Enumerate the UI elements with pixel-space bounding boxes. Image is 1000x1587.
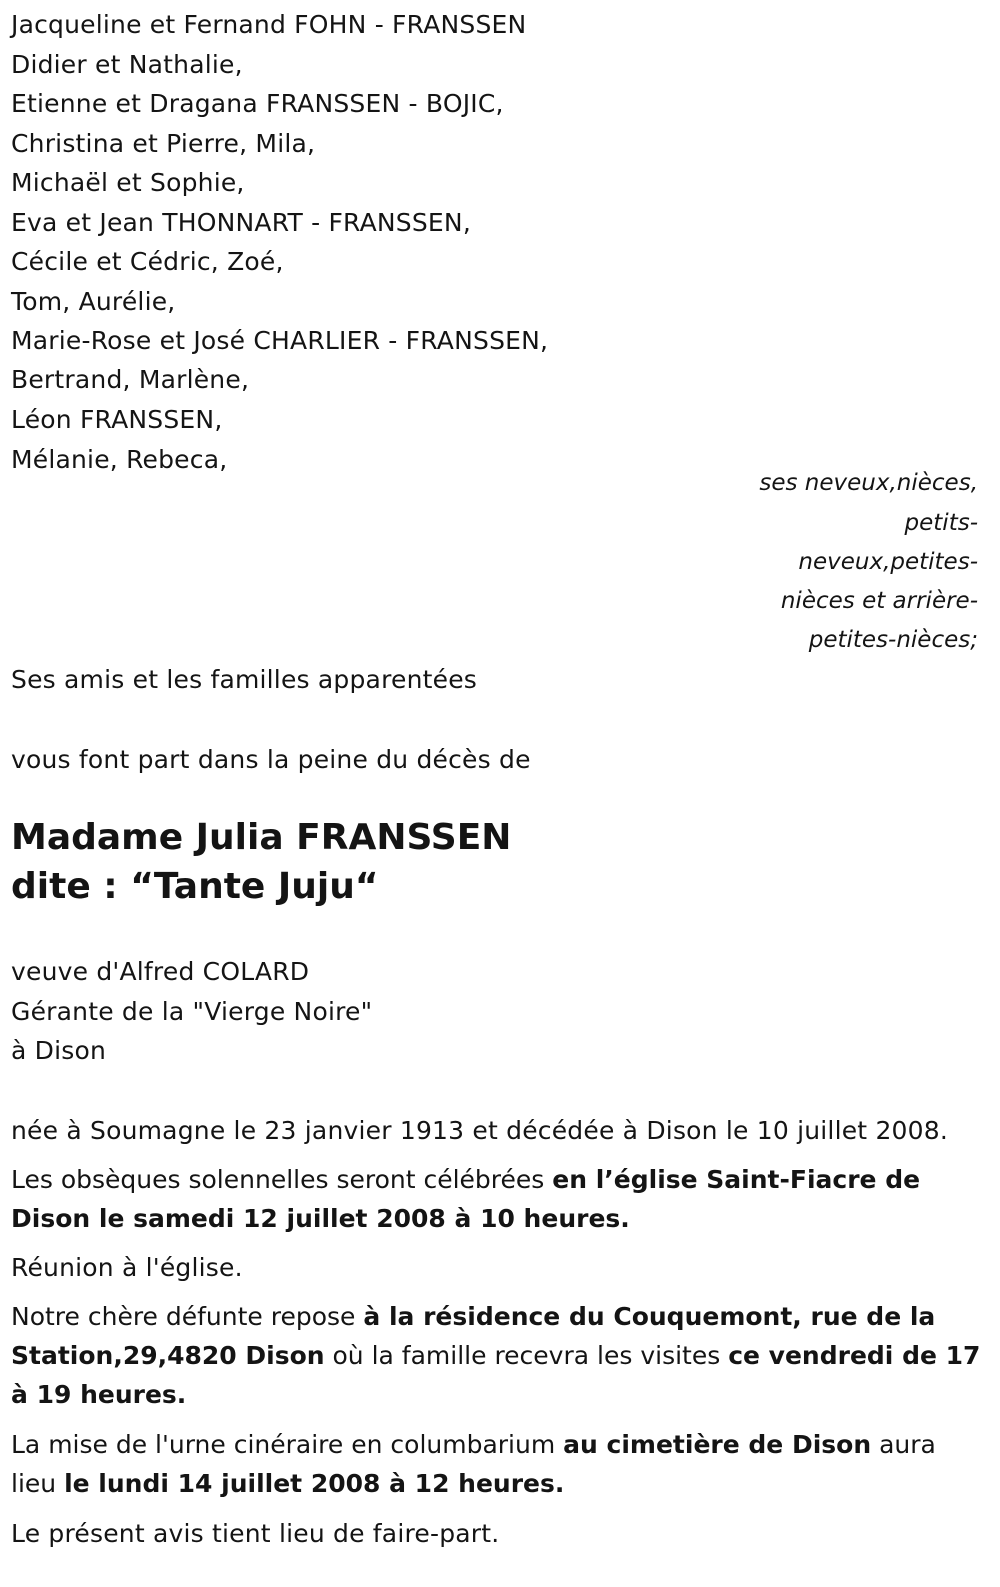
viewing-text: Notre chère défunte repose (11, 1302, 364, 1331)
detail-line: Gérante de la "Vierge Noire" (11, 997, 373, 1026)
funeral-details: en l’église Saint-Fiacre de Dison le samedi 12 juillet 2008 à 10 heures. (11, 1165, 921, 1233)
family-line: Léon FRANSSEN, (11, 405, 223, 434)
urn-time: le lundi 14 juillet 2008 à 12 heures. (64, 1469, 565, 1498)
family-line: Jacqueline et Fernand FOHN - FRANSSEN (11, 10, 527, 39)
family-line: Christina et Pierre, Mila, (11, 129, 316, 158)
detail-line: veuve d'Alfred COLARD (11, 957, 310, 986)
funeral-paragraph (11, 1160, 986, 1238)
viewing-location: à la résidence du Couquemont, rue de la Station,29,4820 Dison (11, 1302, 936, 1370)
family-line: Bertrand, Marlène, (11, 365, 250, 394)
relation-line: neveux,petites- (798, 549, 978, 575)
viewing-paragraph (11, 1297, 986, 1414)
family-line: Tom, Aurélie, (11, 287, 176, 316)
family-line: Didier et Nathalie, (11, 50, 243, 79)
family-line: Michaël et Sophie, (11, 168, 245, 197)
family-line: Cécile et Cédric, Zoé, (11, 247, 284, 276)
viewing-time: ce vendredi de 17 à 19 heures. (11, 1341, 981, 1409)
relation-line: petites-nièces; (808, 627, 978, 653)
urn-text: aura lieu (11, 1430, 936, 1498)
family-line: Mélanie, Rebeca, (11, 445, 228, 474)
urn-paragraph (11, 1425, 986, 1503)
family-line: Eva et Jean THONNART - FRANSSEN, (11, 208, 471, 237)
family-line: Marie-Rose et José CHARLIER - FRANSSEN, (11, 326, 549, 355)
detail-line: à Dison (11, 1036, 107, 1065)
family-line: Etienne et Dragana FRANSSEN - BOJIC, (11, 89, 504, 118)
relation-line: ses neveux,nièces, (759, 470, 978, 496)
deceased-name: Madame Julia FRANSSEN (11, 817, 512, 858)
funeral-text: Les obsèques solennelles seront célébrées (11, 1165, 553, 1194)
deceased-nickname: dite : “Tante Juju“ (11, 866, 379, 907)
urn-location: au cimetière de Dison (563, 1430, 872, 1459)
relation-line: petits- (904, 510, 978, 536)
relation-line: nièces et arrière- (780, 588, 978, 614)
birth-death-line: née à Soumagne le 23 janvier 1913 et décédée à Dison le 10 juillet 2008. (11, 1116, 949, 1145)
announce-line: vous font part dans la peine du décès de (11, 745, 531, 774)
closing-line: Le présent avis tient lieu de faire-part. (11, 1519, 500, 1548)
meeting-line: Réunion à l'église. (11, 1253, 243, 1282)
urn-text: La mise de l'urne cinéraire en columbarium (11, 1430, 564, 1459)
friends-line: Ses amis et les familles apparentées (11, 665, 478, 694)
viewing-text: où la famille recevra les visites (324, 1341, 729, 1370)
